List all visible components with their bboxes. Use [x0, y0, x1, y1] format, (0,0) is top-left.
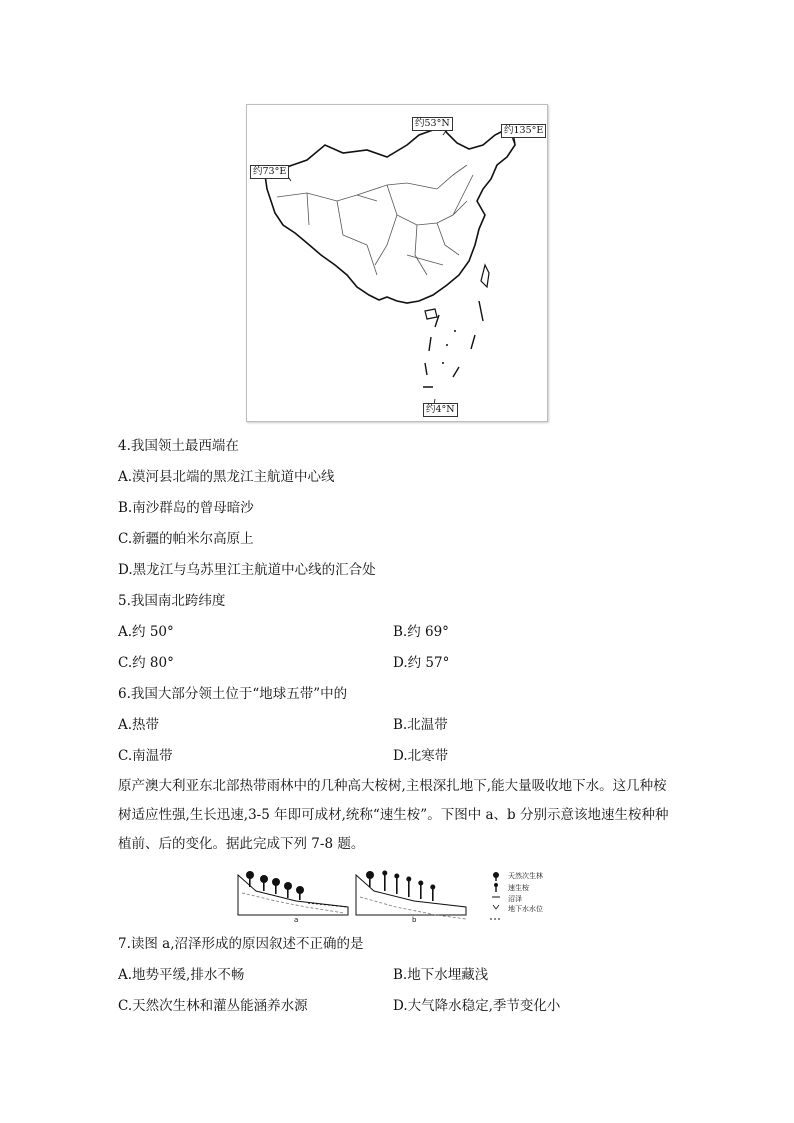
- q6-option-c: C.南温带: [118, 748, 173, 764]
- q4-option-d: D.黑龙江与乌苏里江主航道中心线的汇合处: [118, 562, 376, 578]
- q4-option-b: B.南沙群岛的曾母暗沙: [118, 500, 254, 516]
- passage-text: 原产澳大利亚东北部热带雨林中的几种高大桉树,主根深扎地下,能大量吸收地下水。这几种桉树适应性强,生长迅速,3-5 年即可成材,统称“速生桉”。下图中 a、b 分别示意该地速生桉种种植前、后的变化。据此完成下列 7-8 题。: [118, 778, 669, 852]
- q4-stem: 4.我国领土最西端在: [118, 438, 239, 454]
- panel-a-label: a: [294, 916, 299, 924]
- q7-option-b: B.地下水埋藏浅: [393, 967, 489, 983]
- q4-option-c: C.新疆的帕米尔高原上: [118, 531, 254, 547]
- legend-swamp: 沼泽: [508, 895, 522, 903]
- q5-option-a: A.约 50°: [118, 624, 174, 640]
- q5-stem: 5.我国南北跨纬度: [118, 593, 226, 609]
- legend-water-table: 地下水水位: [508, 905, 543, 913]
- q6-option-a: A.热带: [118, 717, 160, 733]
- legend-symbols: [490, 872, 502, 919]
- q6-stem: 6.我国大部分领土位于“地球五带”中的: [118, 686, 348, 702]
- q7-stem: 7.读图 a,沼泽形成的原因叙述不正确的是: [118, 936, 364, 952]
- q7-option-c: C.天然次生林和灌丛能涵养水源: [118, 998, 308, 1014]
- q5-option-b: B.约 69°: [393, 624, 449, 640]
- q6-option-b: B.北温带: [393, 717, 448, 733]
- map-label-south: 约4°N: [423, 403, 458, 417]
- q7-option-a: A.地势平缓,排水不畅: [118, 967, 245, 983]
- legend-eucalyptus: 速生桉: [508, 884, 529, 892]
- panel-b-label: b: [412, 916, 417, 924]
- q5-option-c: C.约 80°: [118, 655, 174, 671]
- map-label-north: 约53°N: [412, 117, 453, 131]
- map-label-east: 约135°E: [501, 124, 546, 138]
- q5-option-d: D.约 57°: [393, 655, 450, 671]
- china-map-figure: [246, 104, 548, 422]
- china-map-outline: [247, 105, 547, 421]
- panel-a-diagram: [238, 871, 348, 915]
- vegetation-figure: [236, 867, 566, 925]
- q7-option-d: D.大气降水稳定,季节变化小: [393, 998, 561, 1014]
- q6-option-d: D.北寒带: [393, 748, 449, 764]
- legend-natural-forest: 天然次生林: [508, 872, 543, 880]
- panel-b-diagram: [356, 871, 466, 920]
- map-label-west: 约73°E: [250, 165, 289, 179]
- q4-option-a: A.漠河县北端的黑龙江主航道中心线: [118, 469, 335, 485]
